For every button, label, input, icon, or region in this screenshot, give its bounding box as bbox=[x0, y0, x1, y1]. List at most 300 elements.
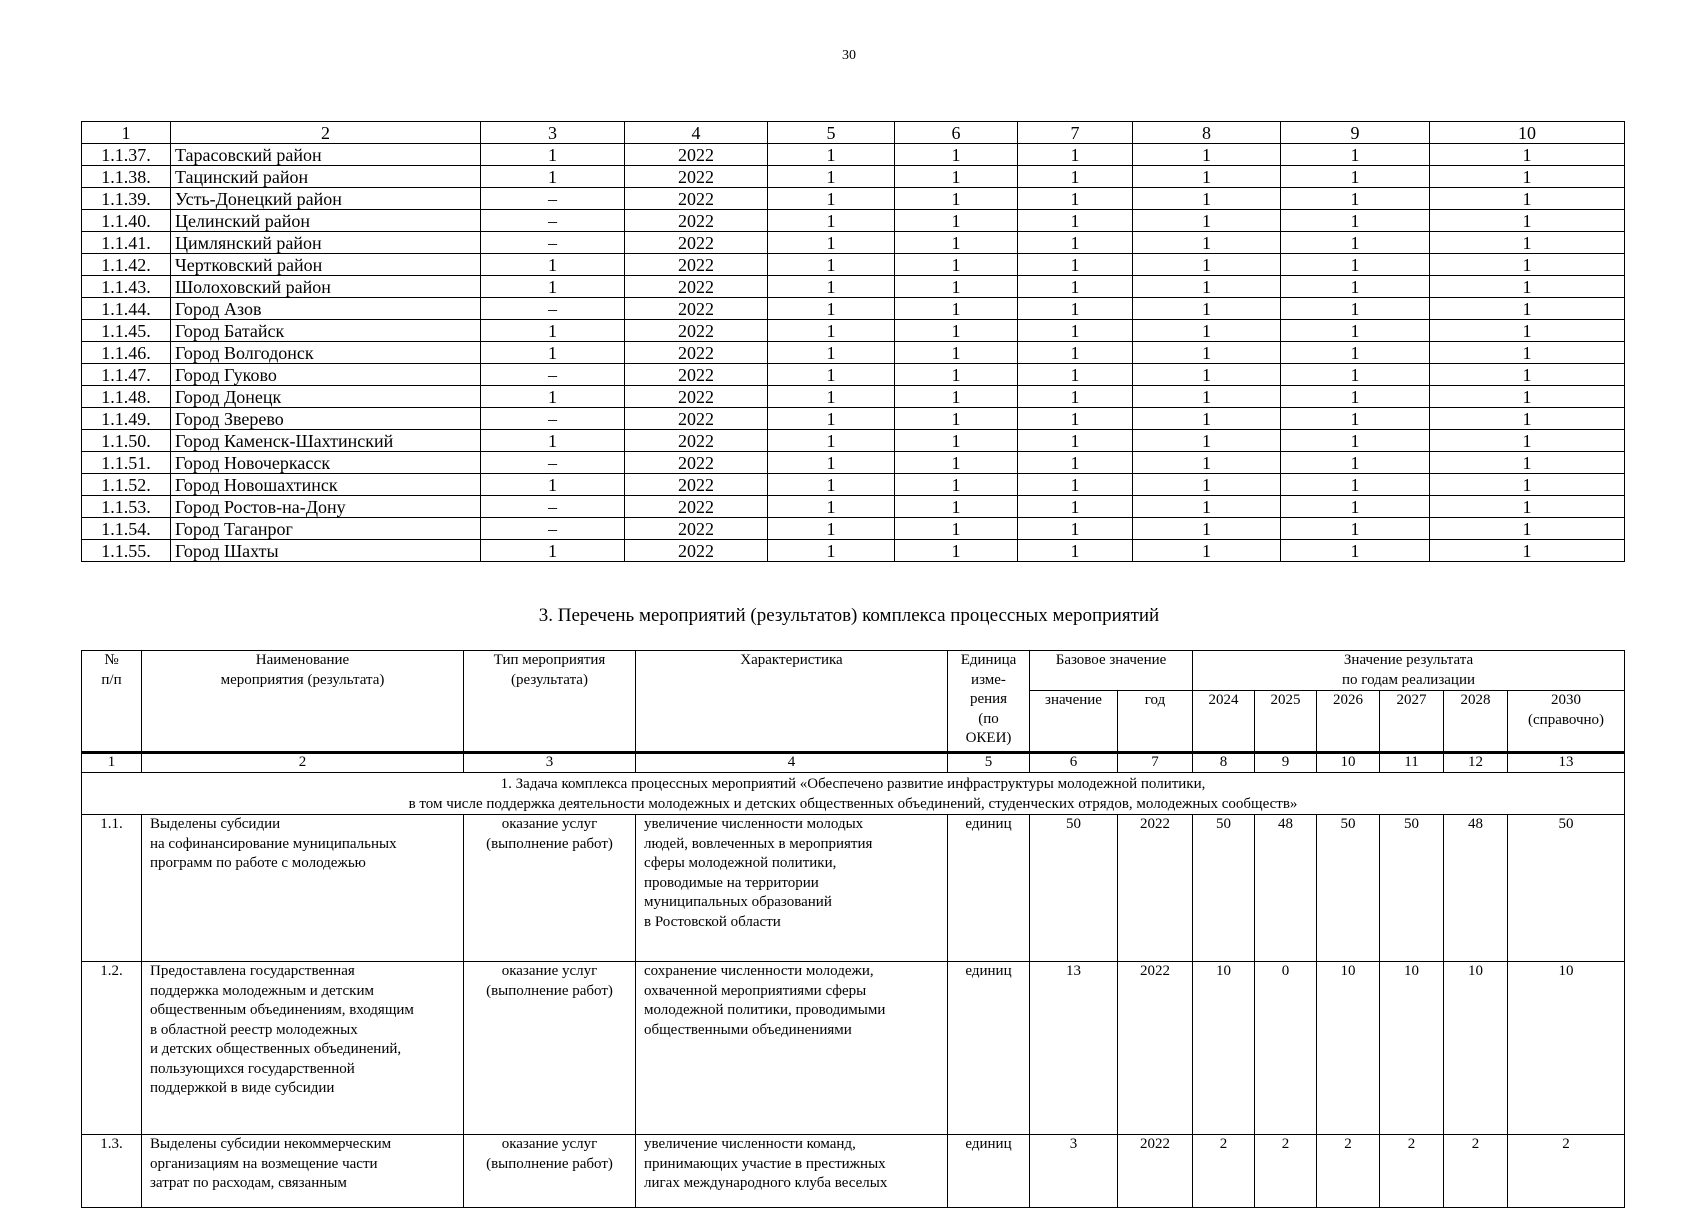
page-number: 30 bbox=[842, 48, 856, 63]
value-cell: 1 bbox=[895, 254, 1018, 276]
region-name: Тацинский район bbox=[171, 166, 481, 188]
value-cell: 1 bbox=[481, 166, 625, 188]
year-cell: 2022 bbox=[625, 430, 768, 452]
value-cell: 1 bbox=[481, 386, 625, 408]
header-unit: Единица изме- рения (по ОКЕИ) bbox=[948, 651, 1030, 753]
value-cell: 1 bbox=[1018, 254, 1133, 276]
value-cell: 1 bbox=[1281, 188, 1430, 210]
result-value-text: 10 bbox=[1468, 963, 1484, 979]
column-number: 6 bbox=[895, 122, 1018, 144]
base-value bbox=[1030, 1135, 1118, 1208]
column-number: 2 bbox=[171, 122, 481, 144]
value-cell: 1 bbox=[1018, 408, 1133, 430]
value-cell: 1 bbox=[1133, 364, 1281, 386]
region-name: Усть-Донецкий район bbox=[171, 188, 481, 210]
table-row bbox=[82, 452, 1625, 474]
table-row bbox=[82, 474, 1625, 496]
result-value bbox=[1255, 815, 1317, 962]
result-value-text: 50 bbox=[1216, 816, 1232, 832]
value-cell: 1 bbox=[1430, 364, 1625, 386]
value-cell: 1 bbox=[768, 320, 895, 342]
row-number: 1.1.53. bbox=[82, 496, 171, 518]
table-row bbox=[82, 408, 1625, 430]
table-row bbox=[82, 232, 1625, 254]
row-number: 1.1.37. bbox=[82, 144, 171, 166]
value-cell: 1 bbox=[1430, 452, 1625, 474]
value-cell: 1 bbox=[895, 518, 1018, 540]
year-cell: 2022 bbox=[625, 188, 768, 210]
activity-unit-text: единиц bbox=[965, 963, 1012, 979]
column-number: 9 bbox=[1281, 122, 1430, 144]
value-cell: 1 bbox=[1018, 210, 1133, 232]
value-cell: 1 bbox=[1281, 276, 1430, 298]
table-row bbox=[82, 386, 1625, 408]
result-value bbox=[1317, 962, 1380, 1135]
value-cell: 1 bbox=[895, 320, 1018, 342]
value-cell: 1 bbox=[1133, 276, 1281, 298]
base-value bbox=[1030, 962, 1118, 1135]
activity-name-text: Выделены субсидии некоммерческим организациям на возмещение части затрат по расходам, связанным bbox=[150, 1136, 392, 1191]
result-value bbox=[1444, 815, 1508, 962]
result-value bbox=[1508, 962, 1625, 1135]
value-cell: 1 bbox=[1281, 496, 1430, 518]
column-number: 10 bbox=[1430, 122, 1625, 144]
value-cell: 1 bbox=[1430, 496, 1625, 518]
row-number: 1.1.43. bbox=[82, 276, 171, 298]
header-base-value: значение bbox=[1030, 691, 1118, 753]
task-row bbox=[82, 773, 1625, 815]
year-cell: 2022 bbox=[625, 232, 768, 254]
value-cell: 1 bbox=[895, 496, 1018, 518]
activity-type bbox=[464, 962, 636, 1135]
table-row bbox=[82, 430, 1625, 452]
value-cell: 1 bbox=[1281, 408, 1430, 430]
base-value bbox=[1030, 815, 1118, 962]
value-cell: 1 bbox=[895, 342, 1018, 364]
activity-characteristic-text: сохранение численности молодежи, охваченной мероприятиями сферы молодежной политики, проводимыми общественными объединениями bbox=[644, 963, 886, 1038]
year-cell: 2022 bbox=[625, 342, 768, 364]
value-cell: 1 bbox=[1018, 276, 1133, 298]
value-cell: 1 bbox=[1430, 408, 1625, 430]
column-number: 5 bbox=[948, 753, 1030, 773]
value-cell: 1 bbox=[895, 188, 1018, 210]
value-cell: 1 bbox=[1133, 210, 1281, 232]
activity-name bbox=[142, 1135, 464, 1208]
region-name: Город Донецк bbox=[171, 386, 481, 408]
column-number: 11 bbox=[1380, 753, 1444, 773]
column-number: 3 bbox=[464, 753, 636, 773]
value-cell: 1 bbox=[895, 474, 1018, 496]
table-row bbox=[82, 144, 1625, 166]
value-cell: 1 bbox=[1018, 452, 1133, 474]
table-row bbox=[82, 364, 1625, 386]
value-cell: 1 bbox=[1133, 430, 1281, 452]
activity-type-text: оказание услуг (выполнение работ) bbox=[486, 816, 613, 852]
value-cell: 1 bbox=[481, 430, 625, 452]
header-base-year: год bbox=[1118, 691, 1193, 753]
result-value bbox=[1444, 1135, 1508, 1208]
column-number: 4 bbox=[636, 753, 948, 773]
value-cell: 1 bbox=[1430, 342, 1625, 364]
region-name: Чертковский район bbox=[171, 254, 481, 276]
row-number: 1.1.54. bbox=[82, 518, 171, 540]
value-cell: 1 bbox=[1133, 254, 1281, 276]
value-cell: 1 bbox=[1018, 342, 1133, 364]
section-title: 3. Перечень мероприятий (результатов) комплекса процессных мероприятий bbox=[538, 605, 1160, 626]
column-number: 1 bbox=[82, 753, 142, 773]
value-cell: 1 bbox=[895, 386, 1018, 408]
activity-number-text: 1.1. bbox=[100, 816, 123, 832]
value-cell: – bbox=[481, 210, 625, 232]
value-cell: – bbox=[481, 298, 625, 320]
value-cell: 1 bbox=[1133, 386, 1281, 408]
year-cell: 2022 bbox=[625, 276, 768, 298]
value-cell: 1 bbox=[895, 364, 1018, 386]
table-header-row bbox=[82, 122, 1625, 144]
header-year: 2028 bbox=[1444, 691, 1508, 753]
column-number: 3 bbox=[481, 122, 625, 144]
result-value-text: 2 bbox=[1562, 1136, 1570, 1152]
year-cell: 2022 bbox=[625, 386, 768, 408]
activity-number-text: 1.2. bbox=[100, 963, 123, 979]
regions-table bbox=[81, 121, 1625, 562]
activity-name bbox=[142, 815, 464, 962]
activity-row bbox=[82, 1135, 1625, 1208]
value-cell: 1 bbox=[1281, 144, 1430, 166]
base-value-text: 50 bbox=[1066, 816, 1081, 832]
region-name: Город Гуково bbox=[171, 364, 481, 386]
value-cell: 1 bbox=[1281, 210, 1430, 232]
activity-characteristic bbox=[636, 815, 948, 962]
table-row bbox=[82, 496, 1625, 518]
value-cell: 1 bbox=[768, 298, 895, 320]
result-value-text: 2 bbox=[1471, 1136, 1480, 1152]
column-numbers-row bbox=[82, 753, 1625, 773]
result-value-text: 50 bbox=[1558, 816, 1574, 832]
value-cell: 1 bbox=[1018, 430, 1133, 452]
result-value-text: 48 bbox=[1468, 816, 1484, 832]
value-cell: 1 bbox=[1133, 342, 1281, 364]
column-number: 1 bbox=[82, 122, 171, 144]
value-cell: 1 bbox=[1281, 342, 1430, 364]
value-cell: 1 bbox=[768, 408, 895, 430]
header-year: 2025 bbox=[1255, 691, 1317, 753]
activity-name-text: Предоставлена государственная поддержка молодежным и детским общественным объединениям, входящим в областной реестр молодежных и детских общественных объединений, пользующихся государственной поддержкой в виде субсидии bbox=[150, 963, 414, 1096]
column-number: 7 bbox=[1018, 122, 1133, 144]
value-cell: 1 bbox=[1133, 408, 1281, 430]
base-year bbox=[1118, 1135, 1193, 1208]
activity-number bbox=[82, 962, 142, 1135]
value-cell: 1 bbox=[1133, 518, 1281, 540]
value-cell: 1 bbox=[1133, 188, 1281, 210]
row-number: 1.1.38. bbox=[82, 166, 171, 188]
column-number: 5 bbox=[768, 122, 895, 144]
result-value bbox=[1193, 962, 1255, 1135]
column-number: 6 bbox=[1030, 753, 1118, 773]
task-title bbox=[82, 773, 1625, 815]
value-cell: 1 bbox=[1281, 298, 1430, 320]
activity-row bbox=[82, 962, 1625, 1135]
table-row bbox=[82, 276, 1625, 298]
year-cell: 2022 bbox=[625, 540, 768, 562]
value-cell: 1 bbox=[1430, 210, 1625, 232]
result-value-text: 2 bbox=[1219, 1136, 1228, 1152]
value-cell: 1 bbox=[1133, 540, 1281, 562]
year-cell: 2022 bbox=[625, 408, 768, 430]
row-number: 1.1.47. bbox=[82, 364, 171, 386]
year-cell: 2022 bbox=[625, 452, 768, 474]
value-cell: – bbox=[481, 188, 625, 210]
region-name: Город Волгодонск bbox=[171, 342, 481, 364]
column-number: 10 bbox=[1317, 753, 1380, 773]
value-cell: 1 bbox=[895, 298, 1018, 320]
year-cell: 2022 bbox=[625, 254, 768, 276]
table-row bbox=[82, 342, 1625, 364]
activity-unit bbox=[948, 962, 1030, 1135]
header-year: 2030 (справочно) bbox=[1508, 691, 1625, 753]
value-cell: 1 bbox=[768, 386, 895, 408]
result-value-text: 10 bbox=[1216, 963, 1232, 979]
header-base: Базовое значение bbox=[1030, 651, 1193, 691]
value-cell: 1 bbox=[1281, 518, 1430, 540]
value-cell: 1 bbox=[1430, 188, 1625, 210]
table-row bbox=[82, 298, 1625, 320]
result-value-text: 48 bbox=[1278, 816, 1294, 832]
value-cell: 1 bbox=[768, 144, 895, 166]
row-number: 1.1.55. bbox=[82, 540, 171, 562]
value-cell: 1 bbox=[481, 474, 625, 496]
value-cell: 1 bbox=[768, 276, 895, 298]
activity-number bbox=[82, 815, 142, 962]
table-row bbox=[82, 166, 1625, 188]
value-cell: 1 bbox=[1430, 518, 1625, 540]
base-year bbox=[1118, 962, 1193, 1135]
region-name: Город Новочеркасск bbox=[171, 452, 481, 474]
column-number: 13 bbox=[1508, 753, 1625, 773]
row-number: 1.1.46. bbox=[82, 342, 171, 364]
value-cell: 1 bbox=[895, 210, 1018, 232]
result-value-text: 2 bbox=[1344, 1136, 1352, 1152]
row-number: 1.1.49. bbox=[82, 408, 171, 430]
activity-characteristic-text: увеличение численности молодых людей, вовлеченных в мероприятия сферы молодежной политики, проводимые на территории муниципальных образований в Ростовской области bbox=[644, 816, 873, 930]
value-cell: 1 bbox=[1281, 452, 1430, 474]
result-value bbox=[1193, 1135, 1255, 1208]
value-cell: 1 bbox=[1281, 254, 1430, 276]
activity-type-text: оказание услуг (выполнение работ) bbox=[486, 1136, 613, 1172]
activity-unit bbox=[948, 815, 1030, 962]
value-cell: 1 bbox=[1281, 232, 1430, 254]
activity-characteristic bbox=[636, 1135, 948, 1208]
value-cell: 1 bbox=[1018, 364, 1133, 386]
result-value-text: 10 bbox=[1340, 963, 1356, 979]
value-cell: 1 bbox=[895, 232, 1018, 254]
row-number: 1.1.51. bbox=[82, 452, 171, 474]
value-cell: 1 bbox=[1133, 320, 1281, 342]
row-number: 1.1.44. bbox=[82, 298, 171, 320]
year-cell: 2022 bbox=[625, 210, 768, 232]
activity-characteristic-text: увеличение численности команд, принимающих участие в престижных лигах международного клуба веселых bbox=[644, 1136, 888, 1191]
column-number: 8 bbox=[1133, 122, 1281, 144]
value-cell: 1 bbox=[1018, 474, 1133, 496]
activity-number bbox=[82, 1135, 142, 1208]
header-name: Наименование мероприятия (результата) bbox=[142, 651, 464, 753]
header-num: № п/п bbox=[82, 651, 142, 753]
value-cell: 1 bbox=[1133, 496, 1281, 518]
value-cell: 1 bbox=[768, 430, 895, 452]
year-cell: 2022 bbox=[625, 298, 768, 320]
base-year bbox=[1118, 815, 1193, 962]
value-cell: 1 bbox=[768, 254, 895, 276]
value-cell: 1 bbox=[1133, 144, 1281, 166]
value-cell: 1 bbox=[1281, 320, 1430, 342]
header-type: Тип мероприятия (результата) bbox=[464, 651, 636, 753]
region-name: Город Новошахтинск bbox=[171, 474, 481, 496]
value-cell: 1 bbox=[1018, 144, 1133, 166]
region-name: Цимлянский район bbox=[171, 232, 481, 254]
value-cell: 1 bbox=[1430, 320, 1625, 342]
value-cell: 1 bbox=[895, 408, 1018, 430]
value-cell: 1 bbox=[481, 276, 625, 298]
result-value bbox=[1508, 815, 1625, 962]
value-cell: 1 bbox=[768, 474, 895, 496]
value-cell: 1 bbox=[1018, 298, 1133, 320]
value-cell: 1 bbox=[1281, 386, 1430, 408]
result-value bbox=[1380, 815, 1444, 962]
column-number: 8 bbox=[1193, 753, 1255, 773]
table-row bbox=[82, 518, 1625, 540]
value-cell: 1 bbox=[1018, 232, 1133, 254]
row-number: 1.1.48. bbox=[82, 386, 171, 408]
column-number: 12 bbox=[1444, 753, 1508, 773]
task-text: 1. Задача комплекса процессных мероприятий «Обеспечено развитие инфраструктуры молодежной политики, в том числе поддержка деятельности молодежных и детских общественных объединений, студенческих отрядов, молодежных сообществ» bbox=[408, 776, 1298, 812]
value-cell: 1 bbox=[1018, 188, 1133, 210]
activity-unit-text: единиц bbox=[965, 1136, 1012, 1152]
result-value-text: 10 bbox=[1558, 963, 1574, 979]
year-cell: 2022 bbox=[625, 144, 768, 166]
value-cell: 1 bbox=[481, 342, 625, 364]
value-cell: 1 bbox=[481, 254, 625, 276]
value-cell: 1 bbox=[1430, 540, 1625, 562]
result-value bbox=[1508, 1135, 1625, 1208]
value-cell: 1 bbox=[1281, 540, 1430, 562]
year-cell: 2022 bbox=[625, 364, 768, 386]
region-name: Город Батайск bbox=[171, 320, 481, 342]
column-number: 4 bbox=[625, 122, 768, 144]
value-cell: 1 bbox=[1430, 276, 1625, 298]
value-cell: 1 bbox=[768, 518, 895, 540]
year-cell: 2022 bbox=[625, 496, 768, 518]
column-number: 9 bbox=[1255, 753, 1317, 773]
value-cell: 1 bbox=[768, 232, 895, 254]
activity-unit-text: единиц bbox=[965, 816, 1012, 832]
header-result: Значение результата по годам реализации bbox=[1193, 651, 1625, 691]
region-name: Город Азов bbox=[171, 298, 481, 320]
result-value-text: 0 bbox=[1281, 963, 1290, 979]
value-cell: 1 bbox=[1018, 496, 1133, 518]
value-cell: – bbox=[481, 232, 625, 254]
region-name: Город Каменск-Шахтинский bbox=[171, 430, 481, 452]
header-year: 2026 bbox=[1317, 691, 1380, 753]
value-cell: – bbox=[481, 452, 625, 474]
value-cell: 1 bbox=[1133, 452, 1281, 474]
value-cell: 1 bbox=[481, 320, 625, 342]
year-cell: 2022 bbox=[625, 320, 768, 342]
value-cell: 1 bbox=[895, 430, 1018, 452]
year-cell: 2022 bbox=[625, 166, 768, 188]
activities-table bbox=[81, 650, 1625, 1208]
result-value-text: 50 bbox=[1340, 816, 1356, 832]
value-cell: – bbox=[481, 364, 625, 386]
base-year-text: 2022 bbox=[1140, 816, 1170, 832]
region-name: Город Ростов-на-Дону bbox=[171, 496, 481, 518]
header-year: 2027 bbox=[1380, 691, 1444, 753]
column-number: 2 bbox=[142, 753, 464, 773]
value-cell: 1 bbox=[768, 364, 895, 386]
region-name: Шолоховский район bbox=[171, 276, 481, 298]
result-value bbox=[1255, 962, 1317, 1135]
activity-row bbox=[82, 815, 1625, 962]
value-cell: 1 bbox=[1430, 474, 1625, 496]
value-cell: 1 bbox=[1133, 298, 1281, 320]
result-value bbox=[1317, 815, 1380, 962]
activity-name-text: Выделены субсидии на софинансирование муниципальных программ по работе с молодежью bbox=[150, 816, 397, 871]
activity-characteristic bbox=[636, 962, 948, 1135]
result-value-text: 2 bbox=[1281, 1136, 1290, 1152]
year-cell: 2022 bbox=[625, 474, 768, 496]
value-cell: 1 bbox=[1281, 166, 1430, 188]
row-number: 1.1.39. bbox=[82, 188, 171, 210]
row-number: 1.1.50. bbox=[82, 430, 171, 452]
value-cell: 1 bbox=[1430, 298, 1625, 320]
region-name: Тарасовский район bbox=[171, 144, 481, 166]
value-cell: 1 bbox=[768, 188, 895, 210]
result-value bbox=[1380, 1135, 1444, 1208]
activity-type bbox=[464, 1135, 636, 1208]
region-name: Город Таганрог bbox=[171, 518, 481, 540]
value-cell: 1 bbox=[1281, 430, 1430, 452]
result-value bbox=[1317, 1135, 1380, 1208]
year-cell: 2022 bbox=[625, 518, 768, 540]
value-cell: 1 bbox=[1430, 254, 1625, 276]
activity-type-text: оказание услуг (выполнение работ) bbox=[486, 963, 613, 999]
result-value bbox=[1444, 962, 1508, 1135]
result-value bbox=[1255, 1135, 1317, 1208]
base-year-text: 2022 bbox=[1140, 963, 1170, 979]
column-number: 7 bbox=[1118, 753, 1193, 773]
value-cell: 1 bbox=[895, 166, 1018, 188]
header-characteristic: Характеристика bbox=[636, 651, 948, 753]
value-cell: 1 bbox=[1430, 386, 1625, 408]
activity-unit bbox=[948, 1135, 1030, 1208]
result-value bbox=[1380, 962, 1444, 1135]
value-cell: 1 bbox=[1018, 320, 1133, 342]
value-cell: 1 bbox=[895, 276, 1018, 298]
value-cell: 1 bbox=[1430, 144, 1625, 166]
row-number: 1.1.42. bbox=[82, 254, 171, 276]
value-cell: 1 bbox=[768, 540, 895, 562]
value-cell: 1 bbox=[1018, 540, 1133, 562]
value-cell: 1 bbox=[481, 144, 625, 166]
value-cell: 1 bbox=[1133, 474, 1281, 496]
row-number: 1.1.40. bbox=[82, 210, 171, 232]
value-cell: – bbox=[481, 496, 625, 518]
value-cell: 1 bbox=[895, 452, 1018, 474]
result-value-text: 50 bbox=[1404, 816, 1420, 832]
value-cell: 1 bbox=[895, 144, 1018, 166]
value-cell: 1 bbox=[1133, 232, 1281, 254]
table-row bbox=[82, 540, 1625, 562]
value-cell: – bbox=[481, 408, 625, 430]
